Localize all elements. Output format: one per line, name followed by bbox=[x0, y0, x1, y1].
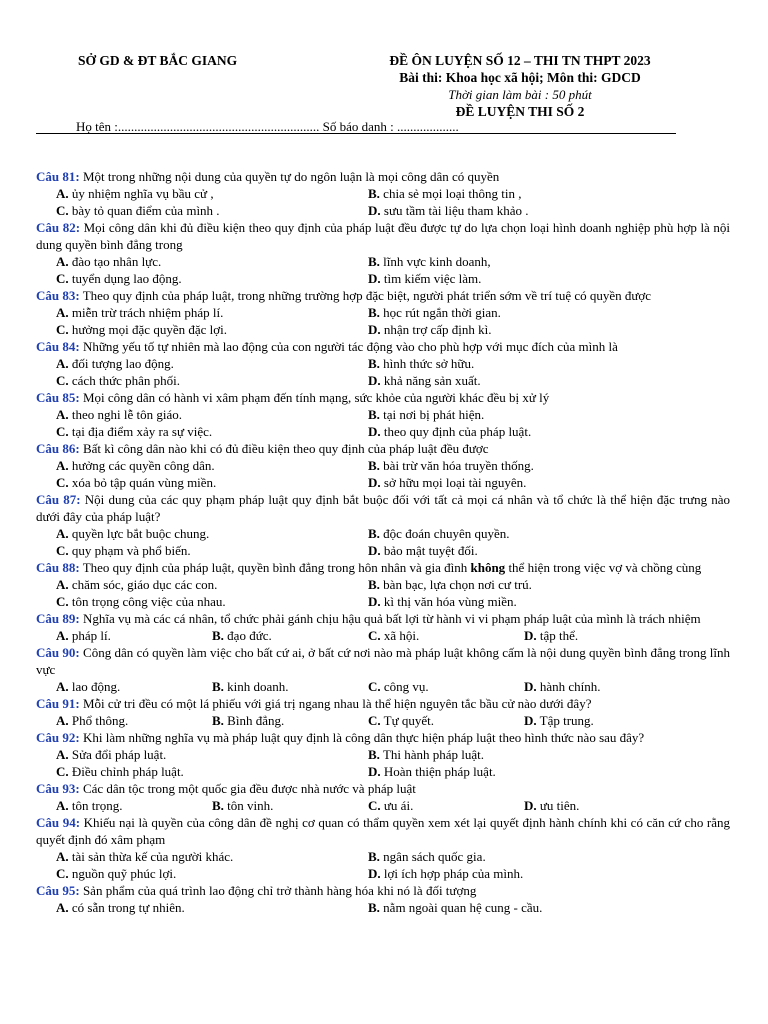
option-text: theo quy định của pháp luật. bbox=[383, 424, 532, 439]
answer-options bbox=[36, 746, 730, 780]
option-text: tôn trọng. bbox=[71, 798, 123, 813]
option-text: đạo đức. bbox=[227, 628, 272, 643]
option-text: bảo mật tuyệt đối. bbox=[383, 543, 478, 558]
option-letter: B. bbox=[212, 798, 224, 813]
option-text: lợi ích hợp pháp của mình. bbox=[383, 866, 524, 881]
answer-options bbox=[36, 848, 730, 882]
option-letter: C. bbox=[56, 543, 69, 558]
question-text: Sản phẩm của quá trình lao động chỉ trở thành hàng hóa khi nó là đối tượng bbox=[82, 883, 477, 898]
answer-options bbox=[36, 304, 730, 338]
question-stem bbox=[36, 287, 730, 304]
answer-option bbox=[368, 899, 680, 916]
answer-option bbox=[56, 474, 368, 491]
question bbox=[36, 780, 730, 814]
option-text: Thi hành pháp luật. bbox=[382, 747, 485, 762]
option-text: chia sẻ mọi loại thông tin , bbox=[383, 186, 522, 201]
question-number: Câu 90: bbox=[36, 645, 80, 660]
answer-option bbox=[56, 321, 368, 338]
option-text: Tự quyết. bbox=[383, 713, 435, 728]
answer-option bbox=[368, 474, 680, 491]
answer-option bbox=[368, 763, 680, 780]
question bbox=[36, 338, 730, 389]
answer-option bbox=[368, 457, 680, 474]
answer-option bbox=[56, 627, 212, 644]
option-letter: C. bbox=[56, 475, 69, 490]
question bbox=[36, 559, 730, 610]
question-text: Các dân tộc trong một quốc gia đều được nhà nước và pháp luật bbox=[82, 781, 416, 796]
option-letter: A. bbox=[56, 526, 69, 541]
question-emphasis: không bbox=[470, 560, 506, 575]
option-letter: D. bbox=[524, 713, 537, 728]
exam-subject: Bài thi: Khoa học xã hội; Môn thi: GDCD bbox=[399, 70, 641, 85]
question bbox=[36, 168, 730, 219]
question-stem bbox=[36, 814, 730, 848]
option-text: sưu tầm tài liệu tham khảo . bbox=[383, 203, 529, 218]
question-number: Câu 81: bbox=[36, 169, 80, 184]
option-letter: B. bbox=[212, 628, 224, 643]
option-letter: C. bbox=[368, 679, 381, 694]
option-letter: D. bbox=[368, 594, 381, 609]
option-letter: A. bbox=[56, 798, 69, 813]
option-letter: D. bbox=[368, 322, 381, 337]
option-letter: C. bbox=[56, 866, 69, 881]
option-text: khả năng sản xuất. bbox=[383, 373, 481, 388]
option-text: tôn vinh. bbox=[227, 798, 274, 813]
option-letter: D. bbox=[368, 373, 381, 388]
answer-options bbox=[36, 355, 730, 389]
option-text: xóa bỏ tập quán vùng miền. bbox=[71, 475, 217, 490]
answer-option bbox=[56, 372, 368, 389]
option-letter: B. bbox=[368, 900, 380, 915]
answer-option bbox=[56, 457, 368, 474]
option-letter: D. bbox=[368, 424, 381, 439]
option-letter: C. bbox=[56, 373, 69, 388]
option-letter: B. bbox=[212, 679, 224, 694]
option-letter: A. bbox=[56, 747, 69, 762]
option-letter: A. bbox=[56, 900, 69, 915]
option-text: kinh doanh. bbox=[227, 679, 289, 694]
option-text: ủy nhiệm nghĩa vụ bầu cử , bbox=[71, 186, 214, 201]
question-text: Theo quy định của pháp luật, trong những trường hợp đặc biệt, người phát triển sớm về trí tuệ có quyền được bbox=[82, 288, 652, 303]
exam-time: Thời gian làm bài : 50 phút bbox=[448, 87, 592, 102]
option-letter: C. bbox=[368, 798, 381, 813]
question-stem bbox=[36, 695, 730, 712]
answer-option bbox=[368, 270, 680, 287]
option-letter: B. bbox=[368, 186, 380, 201]
question-text: Nội dung của các quy phạm pháp luật quy định bắt buộc đối với tất cả mọi cá nhân và tổ chức là thể hiện đặc trưng nào dưới đây của pháp luật? bbox=[36, 492, 731, 524]
answer-option bbox=[56, 797, 212, 814]
question-text: Mỗi cử tri đều có một lá phiếu với giá trị ngang nhau là thể hiện nguyên tắc bầu cử nào dưới đây? bbox=[82, 696, 592, 711]
question bbox=[36, 219, 730, 287]
question bbox=[36, 287, 730, 338]
question-number: Câu 89: bbox=[36, 611, 80, 626]
answer-option bbox=[212, 797, 368, 814]
answer-option bbox=[368, 372, 680, 389]
answer-option bbox=[56, 593, 368, 610]
question-stem bbox=[36, 338, 730, 355]
answer-option bbox=[56, 423, 368, 440]
answer-options bbox=[36, 406, 730, 440]
option-letter: B. bbox=[368, 356, 380, 371]
question-text: Khiếu nại là quyền của công dân đề nghị cơ quan có thẩm quyền xem xét lại quyết định hành chính khi có căn cứ cho rằng quyết định đó xâm phạm bbox=[36, 815, 730, 847]
question-number: Câu 83: bbox=[36, 288, 80, 303]
question bbox=[36, 610, 730, 644]
option-text: Bình đẳng. bbox=[227, 713, 285, 728]
option-letter: A. bbox=[56, 577, 69, 592]
answer-option bbox=[524, 678, 680, 695]
question-stem bbox=[36, 219, 730, 253]
option-text: cách thức phân phối. bbox=[71, 373, 181, 388]
option-text: tài sản thừa kế của người khác. bbox=[71, 849, 234, 864]
answer-option bbox=[368, 746, 680, 763]
answer-option bbox=[368, 678, 524, 695]
option-letter: D. bbox=[368, 764, 381, 779]
question-number: Câu 85: bbox=[36, 390, 80, 405]
question-text: Bất kì công dân nào khi có đủ điều kiện theo quy định của pháp luật đều được bbox=[82, 441, 489, 456]
question bbox=[36, 440, 730, 491]
question-number: Câu 86: bbox=[36, 441, 80, 456]
option-text: độc đoán chuyên quyền. bbox=[383, 526, 510, 541]
option-letter: A. bbox=[56, 305, 69, 320]
option-letter: B. bbox=[368, 577, 380, 592]
question-text: Những yếu tố tự nhiên mà lao động của con người tác động vào cho phù hợp với mục đích của mình là bbox=[82, 339, 618, 354]
exam-title: ĐỀ ÔN LUYỆN SỐ 12 – THI TN THPT 2023 bbox=[389, 53, 651, 68]
option-text: xã hội. bbox=[383, 628, 420, 643]
option-text: học rút ngắn thời gian. bbox=[383, 305, 501, 320]
answer-option bbox=[524, 797, 680, 814]
answer-option bbox=[212, 678, 368, 695]
answer-option bbox=[368, 627, 524, 644]
option-text: ngân sách quốc gia. bbox=[383, 849, 486, 864]
question-number: Câu 91: bbox=[36, 696, 80, 711]
option-letter: D. bbox=[368, 543, 381, 558]
answer-option bbox=[212, 627, 368, 644]
option-text: kì thị văn hóa vùng miền. bbox=[383, 594, 517, 609]
answer-option bbox=[56, 202, 368, 219]
option-letter: A. bbox=[56, 849, 69, 864]
answer-option bbox=[56, 185, 368, 202]
question-stem bbox=[36, 644, 730, 678]
option-text: Hoàn thiện pháp luật. bbox=[383, 764, 496, 779]
answer-option bbox=[56, 576, 368, 593]
answer-option bbox=[368, 576, 680, 593]
answer-option bbox=[56, 746, 368, 763]
question bbox=[36, 882, 730, 916]
question bbox=[36, 729, 730, 780]
option-text: Điều chỉnh pháp luật. bbox=[71, 764, 184, 779]
option-text: nguồn quỹ phúc lợi. bbox=[71, 866, 177, 881]
answer-option bbox=[56, 304, 368, 321]
option-letter: A. bbox=[56, 254, 69, 269]
option-text: hưởng mọi đặc quyền đặc lợi. bbox=[71, 322, 227, 337]
answer-option bbox=[56, 848, 368, 865]
answer-options bbox=[36, 712, 730, 729]
question-stem bbox=[36, 882, 730, 899]
answer-option bbox=[368, 525, 680, 542]
answer-option bbox=[368, 712, 524, 729]
option-letter: D. bbox=[368, 475, 381, 490]
answer-option bbox=[368, 406, 680, 423]
answer-option bbox=[56, 355, 368, 372]
question-text: Một trong những nội dung của quyền tự do ngôn luận là mọi công dân có quyền bbox=[82, 169, 500, 184]
option-text: lao động. bbox=[71, 679, 121, 694]
question-stem bbox=[36, 440, 730, 457]
answer-options bbox=[36, 185, 730, 219]
exam-number: ĐỀ LUYỆN THI SỐ 2 bbox=[455, 104, 585, 119]
option-letter: B. bbox=[368, 305, 380, 320]
option-letter: D. bbox=[524, 798, 537, 813]
option-letter: B. bbox=[368, 407, 380, 422]
answer-options bbox=[36, 627, 730, 644]
question-number: Câu 87: bbox=[36, 492, 81, 507]
answer-option bbox=[368, 848, 680, 865]
option-text: bàn bạc, lựa chọn nơi cư trú. bbox=[383, 577, 532, 592]
question-stem bbox=[36, 610, 730, 627]
answer-option bbox=[368, 253, 680, 270]
answer-option bbox=[368, 423, 680, 440]
question bbox=[36, 695, 730, 729]
question-stem bbox=[36, 559, 730, 576]
option-text: ưu ái. bbox=[383, 798, 414, 813]
option-text: lĩnh vực kinh doanh, bbox=[383, 254, 491, 269]
question-stem bbox=[36, 780, 730, 797]
option-text: pháp lí. bbox=[71, 628, 111, 643]
option-letter: C. bbox=[56, 322, 69, 337]
question-stem bbox=[36, 168, 730, 185]
answer-options bbox=[36, 797, 730, 814]
question-text: Khi làm những nghĩa vụ mà pháp luật quy định là công dân thực hiện pháp luật theo hình thức nào sau đây? bbox=[82, 730, 645, 745]
exam-header bbox=[360, 52, 680, 120]
option-text: Tập trung. bbox=[539, 713, 594, 728]
answer-option bbox=[524, 627, 680, 644]
option-text: tuyển dụng lao động. bbox=[71, 271, 182, 286]
answer-option bbox=[56, 712, 212, 729]
answer-option bbox=[212, 712, 368, 729]
question-stem bbox=[36, 729, 730, 746]
option-letter: A. bbox=[56, 679, 69, 694]
option-text: công vụ. bbox=[383, 679, 429, 694]
question-number: Câu 82: bbox=[36, 220, 81, 235]
option-letter: C. bbox=[56, 764, 69, 779]
option-letter: D. bbox=[524, 628, 537, 643]
option-text: Phổ thông. bbox=[71, 713, 129, 728]
option-text: tại nơi bị phát hiện. bbox=[383, 407, 485, 422]
department-name: SỞ GD & ĐT BẮC GIANG bbox=[78, 53, 238, 68]
option-letter: C. bbox=[368, 713, 381, 728]
question-number: Câu 93: bbox=[36, 781, 80, 796]
question-text: Mọi công dân có hành vi xâm phạm đến tính mạng, sức khỏe của người khác đều bị xử lý bbox=[82, 390, 550, 405]
answer-option bbox=[368, 185, 680, 202]
question-stem bbox=[36, 491, 730, 525]
question-text: Theo quy định của pháp luật, quyền bình đẳng trong hôn nhân và gia đình bbox=[82, 560, 471, 575]
option-letter: B. bbox=[212, 713, 224, 728]
option-letter: B. bbox=[368, 254, 380, 269]
answer-option bbox=[56, 678, 212, 695]
option-text: đối tượng lao động. bbox=[71, 356, 174, 371]
question-number: Câu 88: bbox=[36, 560, 80, 575]
option-text: bày tỏ quan điểm của mình . bbox=[71, 203, 220, 218]
answer-option bbox=[56, 542, 368, 559]
question bbox=[36, 389, 730, 440]
question bbox=[36, 644, 730, 695]
answer-option bbox=[368, 321, 680, 338]
option-text: tập thể. bbox=[539, 628, 579, 643]
option-text: tại địa điểm xảy ra sự việc. bbox=[71, 424, 213, 439]
question-stem bbox=[36, 389, 730, 406]
question-text: Nghĩa vụ mà các cá nhân, tổ chức phải gánh chịu hậu quả bất lợi từ hành vi vi phạm pháp luật của mình là trách nhiệm bbox=[82, 611, 701, 626]
answer-options bbox=[36, 253, 730, 287]
option-text: quy phạm và phổ biến. bbox=[71, 543, 191, 558]
candidate-info-line: Họ tên :.............................................................. Số báo danh : ................... bbox=[36, 119, 676, 134]
question-number: Câu 94: bbox=[36, 815, 81, 830]
option-letter: D. bbox=[368, 866, 381, 881]
answer-option bbox=[524, 712, 680, 729]
question-text: Mọi công dân khi đủ điều kiện theo quy định của pháp luật đều được tự do lựa chọn loại hình doanh nghiệp phù hợp là nội dung quyền bình đẳng trong bbox=[36, 220, 731, 252]
option-text: theo nghi lễ tôn giáo. bbox=[71, 407, 183, 422]
answer-option bbox=[368, 355, 680, 372]
question-list bbox=[36, 168, 730, 916]
option-text: đào tạo nhân lực. bbox=[71, 254, 162, 269]
option-letter: C. bbox=[56, 271, 69, 286]
option-letter: B. bbox=[368, 458, 380, 473]
option-letter: D. bbox=[368, 271, 381, 286]
question-text: thể hiện trong việc vợ và chồng cùng bbox=[505, 560, 702, 575]
answer-option bbox=[56, 899, 368, 916]
option-text: ưu tiên. bbox=[539, 798, 580, 813]
answer-option bbox=[56, 270, 368, 287]
option-text: chăm sóc, giáo dục các con. bbox=[71, 577, 218, 592]
answer-options bbox=[36, 576, 730, 610]
option-letter: A. bbox=[56, 356, 69, 371]
option-letter: C. bbox=[56, 424, 69, 439]
answer-options bbox=[36, 899, 730, 916]
option-text: Sửa đổi pháp luật. bbox=[71, 747, 167, 762]
answer-option bbox=[368, 797, 524, 814]
question bbox=[36, 491, 730, 559]
answer-option bbox=[368, 202, 680, 219]
option-letter: A. bbox=[56, 186, 69, 201]
answer-option bbox=[368, 865, 680, 882]
answer-option bbox=[56, 406, 368, 423]
answer-option bbox=[368, 542, 680, 559]
answer-options bbox=[36, 678, 730, 695]
question bbox=[36, 814, 730, 882]
option-letter: C. bbox=[56, 203, 69, 218]
option-letter: D. bbox=[368, 203, 381, 218]
option-text: nằm ngoài quan hệ cung - cầu. bbox=[383, 900, 543, 915]
answer-option bbox=[56, 253, 368, 270]
option-text: tôn trọng công việc của nhau. bbox=[71, 594, 226, 609]
option-text: hình thức sở hữu. bbox=[383, 356, 475, 371]
answer-option bbox=[56, 763, 368, 780]
answer-option bbox=[56, 525, 368, 542]
option-letter: B. bbox=[368, 849, 380, 864]
option-letter: C. bbox=[56, 594, 69, 609]
option-text: nhận trợ cấp định kì. bbox=[383, 322, 492, 337]
option-text: bài trừ văn hóa truyền thống. bbox=[383, 458, 534, 473]
question-number: Câu 92: bbox=[36, 730, 80, 745]
option-text: hưởng các quyền công dân. bbox=[71, 458, 215, 473]
answer-options bbox=[36, 525, 730, 559]
answer-option bbox=[368, 593, 680, 610]
option-letter: A. bbox=[56, 407, 69, 422]
option-text: quyền lực bắt buộc chung. bbox=[71, 526, 210, 541]
option-letter: A. bbox=[56, 628, 69, 643]
option-text: tìm kiếm việc làm. bbox=[383, 271, 482, 286]
option-text: miễn trừ trách nhiệm pháp lí. bbox=[71, 305, 224, 320]
option-text: hành chính. bbox=[539, 679, 601, 694]
answer-option bbox=[56, 865, 368, 882]
option-letter: A. bbox=[56, 458, 69, 473]
option-text: sở hữu mọi loại tài nguyên. bbox=[383, 475, 527, 490]
answer-option bbox=[368, 304, 680, 321]
option-letter: D. bbox=[524, 679, 537, 694]
question-number: Câu 84: bbox=[36, 339, 80, 354]
answer-options bbox=[36, 457, 730, 491]
option-letter: C. bbox=[368, 628, 381, 643]
option-letter: A. bbox=[56, 713, 69, 728]
option-text: có sẵn trong tự nhiên. bbox=[71, 900, 185, 915]
option-letter: B. bbox=[368, 747, 380, 762]
question-number: Câu 95: bbox=[36, 883, 80, 898]
question-text: Công dân có quyền làm việc cho bất cứ ai, ở bất cứ nơi nào mà pháp luật không cấm là nội dung quyền bình đẳng trong lĩnh vực bbox=[36, 645, 731, 677]
option-letter: B. bbox=[368, 526, 380, 541]
